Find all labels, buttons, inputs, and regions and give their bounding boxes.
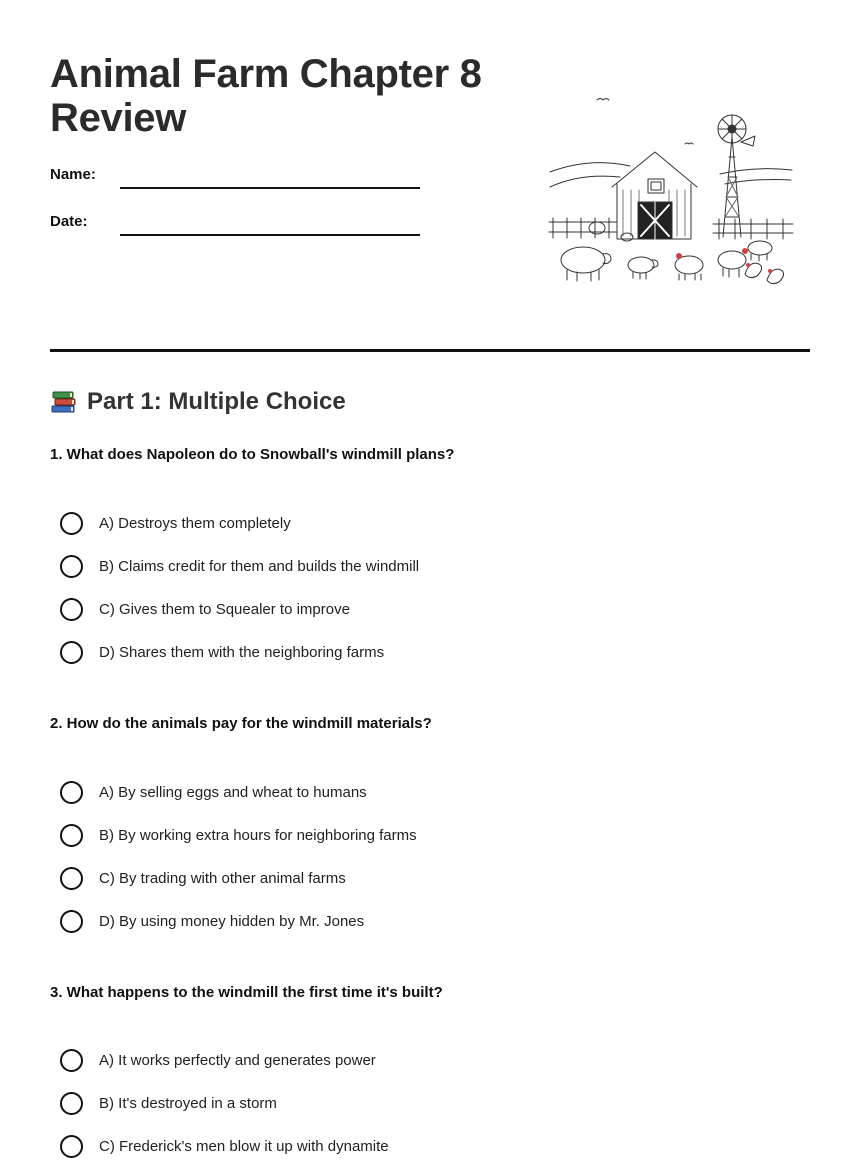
option-label: C) Frederick's men blow it up with dynamite — [99, 1138, 389, 1155]
question-3-option-a[interactable] — [60, 1049, 376, 1072]
question-1-option-d[interactable] — [60, 641, 384, 664]
name-field[interactable] — [120, 187, 420, 189]
option-label: B) It's destroyed in a storm — [99, 1095, 277, 1112]
radio-button[interactable] — [60, 598, 83, 621]
radio-button[interactable] — [60, 512, 83, 535]
option-label: A) It works perfectly and generates power — [99, 1052, 376, 1069]
part1-heading — [50, 388, 346, 416]
radio-button[interactable] — [60, 781, 83, 804]
books-icon — [50, 388, 78, 416]
question-1-option-c[interactable] — [60, 598, 350, 621]
question-2-option-a[interactable] — [60, 781, 367, 804]
radio-button[interactable] — [60, 1135, 83, 1158]
radio-button[interactable] — [60, 910, 83, 933]
question-3-option-b[interactable] — [60, 1092, 277, 1115]
section-divider — [50, 349, 810, 352]
question-2-option-d[interactable] — [60, 910, 364, 933]
option-label: A) Destroys them completely — [99, 515, 291, 532]
radio-button[interactable] — [60, 641, 83, 664]
option-label: B) By working extra hours for neighboring farms — [99, 827, 417, 844]
radio-button[interactable] — [60, 555, 83, 578]
question-1-option-a[interactable] — [60, 512, 291, 535]
option-label: C) By trading with other animal farms — [99, 870, 346, 887]
radio-button[interactable] — [60, 1049, 83, 1072]
question-2-option-c[interactable] — [60, 867, 346, 890]
name-label: Name: — [50, 166, 96, 183]
farm-scene-illustration — [545, 92, 795, 292]
date-label: Date: — [50, 213, 88, 230]
option-label: D) Shares them with the neighboring farms — [99, 644, 385, 661]
date-field[interactable] — [120, 234, 420, 236]
worksheet-title: Animal Farm Chapter 8 Review — [50, 52, 482, 140]
part1-heading-text: Part 1: Multiple Choice — [87, 388, 346, 415]
question-1-option-b[interactable] — [60, 555, 419, 578]
radio-button[interactable] — [60, 867, 83, 890]
option-label: B) Claims credit for them and builds the windmill — [99, 558, 420, 575]
option-label: C) Gives them to Squealer to improve — [99, 601, 350, 618]
question-1: 1. What does Napoleon do to Snowball's windmill plans? — [50, 446, 455, 463]
option-label: A) By selling eggs and wheat to humans — [99, 784, 367, 801]
question-3: 3. What happens to the windmill the first time it's built? — [50, 984, 443, 1001]
option-label: D) By using money hidden by Mr. Jones — [99, 913, 365, 930]
question-2-option-b[interactable] — [60, 824, 417, 847]
question-2: 2. How do the animals pay for the windmill materials? — [50, 715, 432, 732]
question-3-option-c[interactable] — [60, 1135, 389, 1158]
radio-button[interactable] — [60, 1092, 83, 1115]
radio-button[interactable] — [60, 824, 83, 847]
